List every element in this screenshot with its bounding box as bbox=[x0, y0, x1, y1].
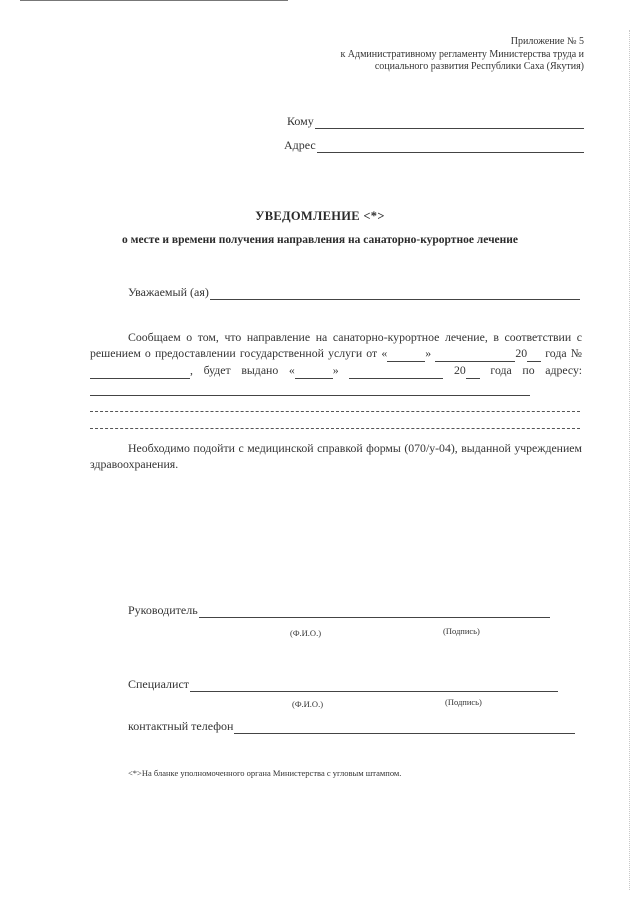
decision-year-blank[interactable] bbox=[527, 345, 541, 362]
requirement-paragraph bbox=[90, 440, 582, 472]
greeting-line[interactable] bbox=[210, 289, 580, 300]
issue-address-blank[interactable] bbox=[90, 379, 530, 396]
issue-year-prefix: 20 bbox=[453, 363, 466, 377]
notice-will-issue: , будет выдано « bbox=[190, 363, 295, 377]
recipient-address-field bbox=[284, 138, 584, 153]
notice-quote-close: » bbox=[425, 346, 432, 360]
address-line-2[interactable] bbox=[90, 411, 580, 412]
recipient-to-field bbox=[287, 114, 584, 129]
appendix-ministry: социального развития Республики Саха (Якутия) bbox=[374, 61, 584, 72]
specialist-fio-caption: (Ф.И.О.) bbox=[292, 699, 324, 709]
scan-edge bbox=[629, 30, 630, 890]
specialist-label: Специалист bbox=[128, 677, 190, 691]
greeting-label: Уважаемый (ая) bbox=[128, 285, 209, 299]
issue-year-blank[interactable] bbox=[466, 362, 480, 379]
specialist-signature-line[interactable] bbox=[190, 681, 558, 692]
decision-number-blank[interactable] bbox=[90, 362, 190, 379]
head-signature-field bbox=[128, 603, 550, 618]
recipient-to-line[interactable] bbox=[315, 118, 584, 129]
notice-year-word: года № bbox=[545, 346, 583, 360]
recipient-address-label: Адрес bbox=[284, 138, 316, 152]
recipient-to-label: Кому bbox=[287, 114, 314, 128]
head-fio-caption: (Ф.И.О.) bbox=[290, 628, 322, 638]
requirement-text-lead: Необходимо подойти с медицинской справкой формы (070/у-04), выданной bbox=[128, 441, 511, 455]
appendix-number: Приложение № 5 bbox=[510, 36, 584, 47]
recipient-address-line[interactable] bbox=[317, 142, 584, 153]
scan-top-line bbox=[20, 0, 288, 1]
decision-day-blank[interactable] bbox=[387, 345, 425, 362]
issue-month-blank[interactable] bbox=[349, 362, 443, 379]
head-signature-line[interactable] bbox=[199, 607, 550, 618]
phone-label: контактный телефон bbox=[128, 719, 234, 733]
specialist-sign-caption: (Подпись) bbox=[445, 697, 482, 707]
phone-field bbox=[128, 719, 575, 734]
notice-paragraph bbox=[90, 329, 582, 396]
address-line-3[interactable] bbox=[90, 428, 580, 429]
notice-text-start: Сообщаем о том, что направление на санаторно-курортное лечение, в соответствии с решением о предоставлении государственной услуги от « bbox=[90, 330, 582, 360]
head-sign-caption: (Подпись) bbox=[443, 626, 480, 636]
specialist-signature-field bbox=[128, 677, 558, 692]
document-subtitle: о месте и времени получения направления на санаторно-курортное лечение bbox=[121, 234, 519, 246]
notice-tail: года по адресу: bbox=[490, 363, 583, 377]
appendix-header bbox=[284, 36, 584, 74]
notice-quote-close-2: » bbox=[332, 363, 339, 377]
appendix-regulation: к Административному регламенту Министерства труда и bbox=[340, 48, 584, 60]
greeting-field bbox=[128, 285, 580, 300]
head-label: Руководитель bbox=[128, 603, 198, 617]
decision-month-blank[interactable] bbox=[435, 345, 515, 362]
footnote: <*>На бланке уполномоченного органа Министерства с угловым штампом. bbox=[128, 768, 402, 778]
decision-year-prefix: 20 bbox=[515, 346, 528, 360]
document-title: УВЕДОМЛЕНИЕ <*> bbox=[255, 209, 385, 223]
requirement-text-tail: учреждением здравоохранения. bbox=[90, 441, 583, 471]
phone-line[interactable] bbox=[234, 723, 575, 734]
issue-day-blank[interactable] bbox=[295, 362, 333, 379]
